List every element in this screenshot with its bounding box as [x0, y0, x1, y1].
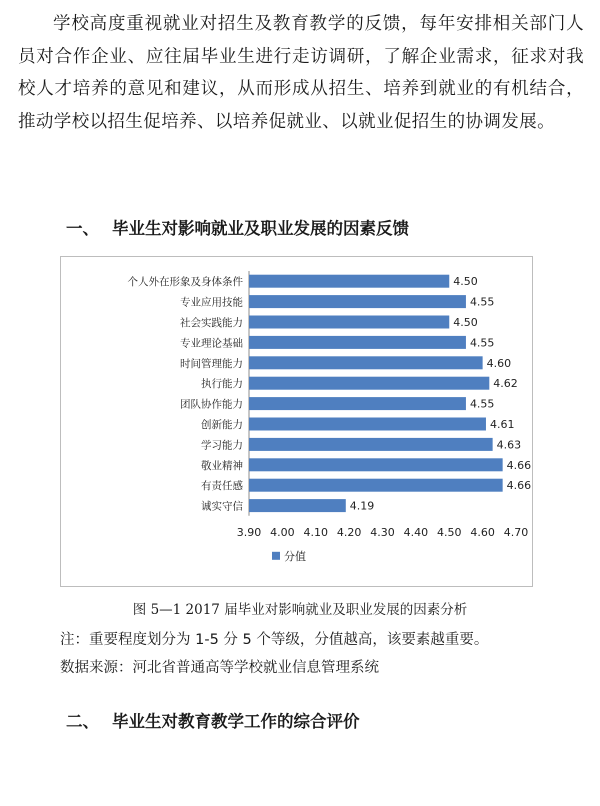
section-title: 毕业生对教育教学工作的综合评价 [112, 712, 360, 731]
section-title: 毕业生对影响就业及职业发展的因素反馈 [112, 219, 409, 238]
bar-value-label: 4.50 [453, 275, 478, 289]
x-tick-label: 3.90 [236, 525, 262, 539]
section-number: 二、 [66, 712, 99, 731]
bar-value-label: 4.55 [469, 336, 495, 350]
section-heading-1 [66, 215, 409, 239]
bar-value-label: 4.61 [489, 418, 515, 431]
x-tick-label: 4.40 [403, 525, 429, 539]
section-number: 一、 [66, 219, 99, 238]
factor-bar-chart [60, 256, 533, 587]
category-label: 创新能力 [201, 419, 243, 431]
legend-swatch [272, 552, 280, 560]
category-label: 时间管理能力 [180, 357, 243, 370]
category-label: 专业理论基础 [180, 337, 243, 350]
x-tick-label: 4.30 [370, 525, 395, 539]
legend-label: 分值 [284, 549, 306, 563]
bar [249, 397, 466, 410]
bar-value-label: 4.62 [493, 377, 518, 391]
bar [249, 316, 449, 329]
chart-canvas [61, 257, 534, 588]
x-tick-label: 4.20 [336, 525, 362, 539]
bar-value-label: 4.19 [349, 499, 375, 513]
bar [249, 336, 466, 349]
x-tick-label: 4.10 [303, 525, 328, 539]
section-heading-2 [66, 708, 360, 732]
bar [249, 418, 486, 431]
category-label: 个人外在形象及身体条件 [127, 276, 243, 289]
bar-value-label: 4.55 [469, 295, 495, 309]
x-tick-label: 4.00 [270, 525, 295, 539]
data-source: 数据来源：河北省普通高等学校就业信息管理系统 [60, 660, 379, 676]
category-label: 有责任感 [201, 480, 243, 493]
figure-note: 注：重要程度划分为 1-5 分 5 个等级，分值越高，该要素越重要。 [60, 632, 489, 648]
bar [249, 275, 449, 288]
bar-value-label: 4.60 [486, 356, 512, 370]
category-label: 诚实守信 [201, 500, 243, 513]
x-tick-label: 4.70 [503, 525, 529, 539]
bar [249, 438, 493, 451]
category-label: 专业应用技能 [180, 296, 243, 309]
bar-value-label: 4.50 [453, 316, 478, 329]
bar [249, 479, 503, 492]
bar [249, 499, 346, 512]
bar-value-label: 4.55 [469, 397, 495, 411]
x-tick-label: 4.50 [437, 525, 462, 539]
category-label: 执行能力 [201, 378, 243, 391]
bar [249, 377, 489, 390]
x-tick-label: 4.60 [470, 525, 495, 539]
figure-caption: 图 5—1 2017 届毕业对影响就业及职业发展的因素分析 [132, 602, 468, 618]
bar [249, 458, 503, 471]
bar [249, 356, 483, 369]
bar-value-label: 4.66 [506, 479, 532, 493]
category-label: 敬业精神 [201, 459, 243, 472]
bar-value-label: 4.63 [496, 438, 522, 452]
category-label: 团队协作能力 [180, 398, 243, 411]
bar-value-label: 4.66 [506, 458, 532, 472]
category-label: 学习能力 [201, 439, 243, 452]
bar [249, 295, 466, 308]
category-label: 社会实践能力 [180, 317, 243, 329]
intro-paragraph: 学校高度重视就业对招生及教育教学的反馈，每年安排相关部门人员对合作企业、应往届毕业生进行走访调研，了解企业需求，征求对我校人才培养的意见和建议，从而形成从招生、培养到就业的有机结合，推动学校以招生促培养、以培养促就业、以就业促招生的协调发展。 [18, 14, 584, 132]
